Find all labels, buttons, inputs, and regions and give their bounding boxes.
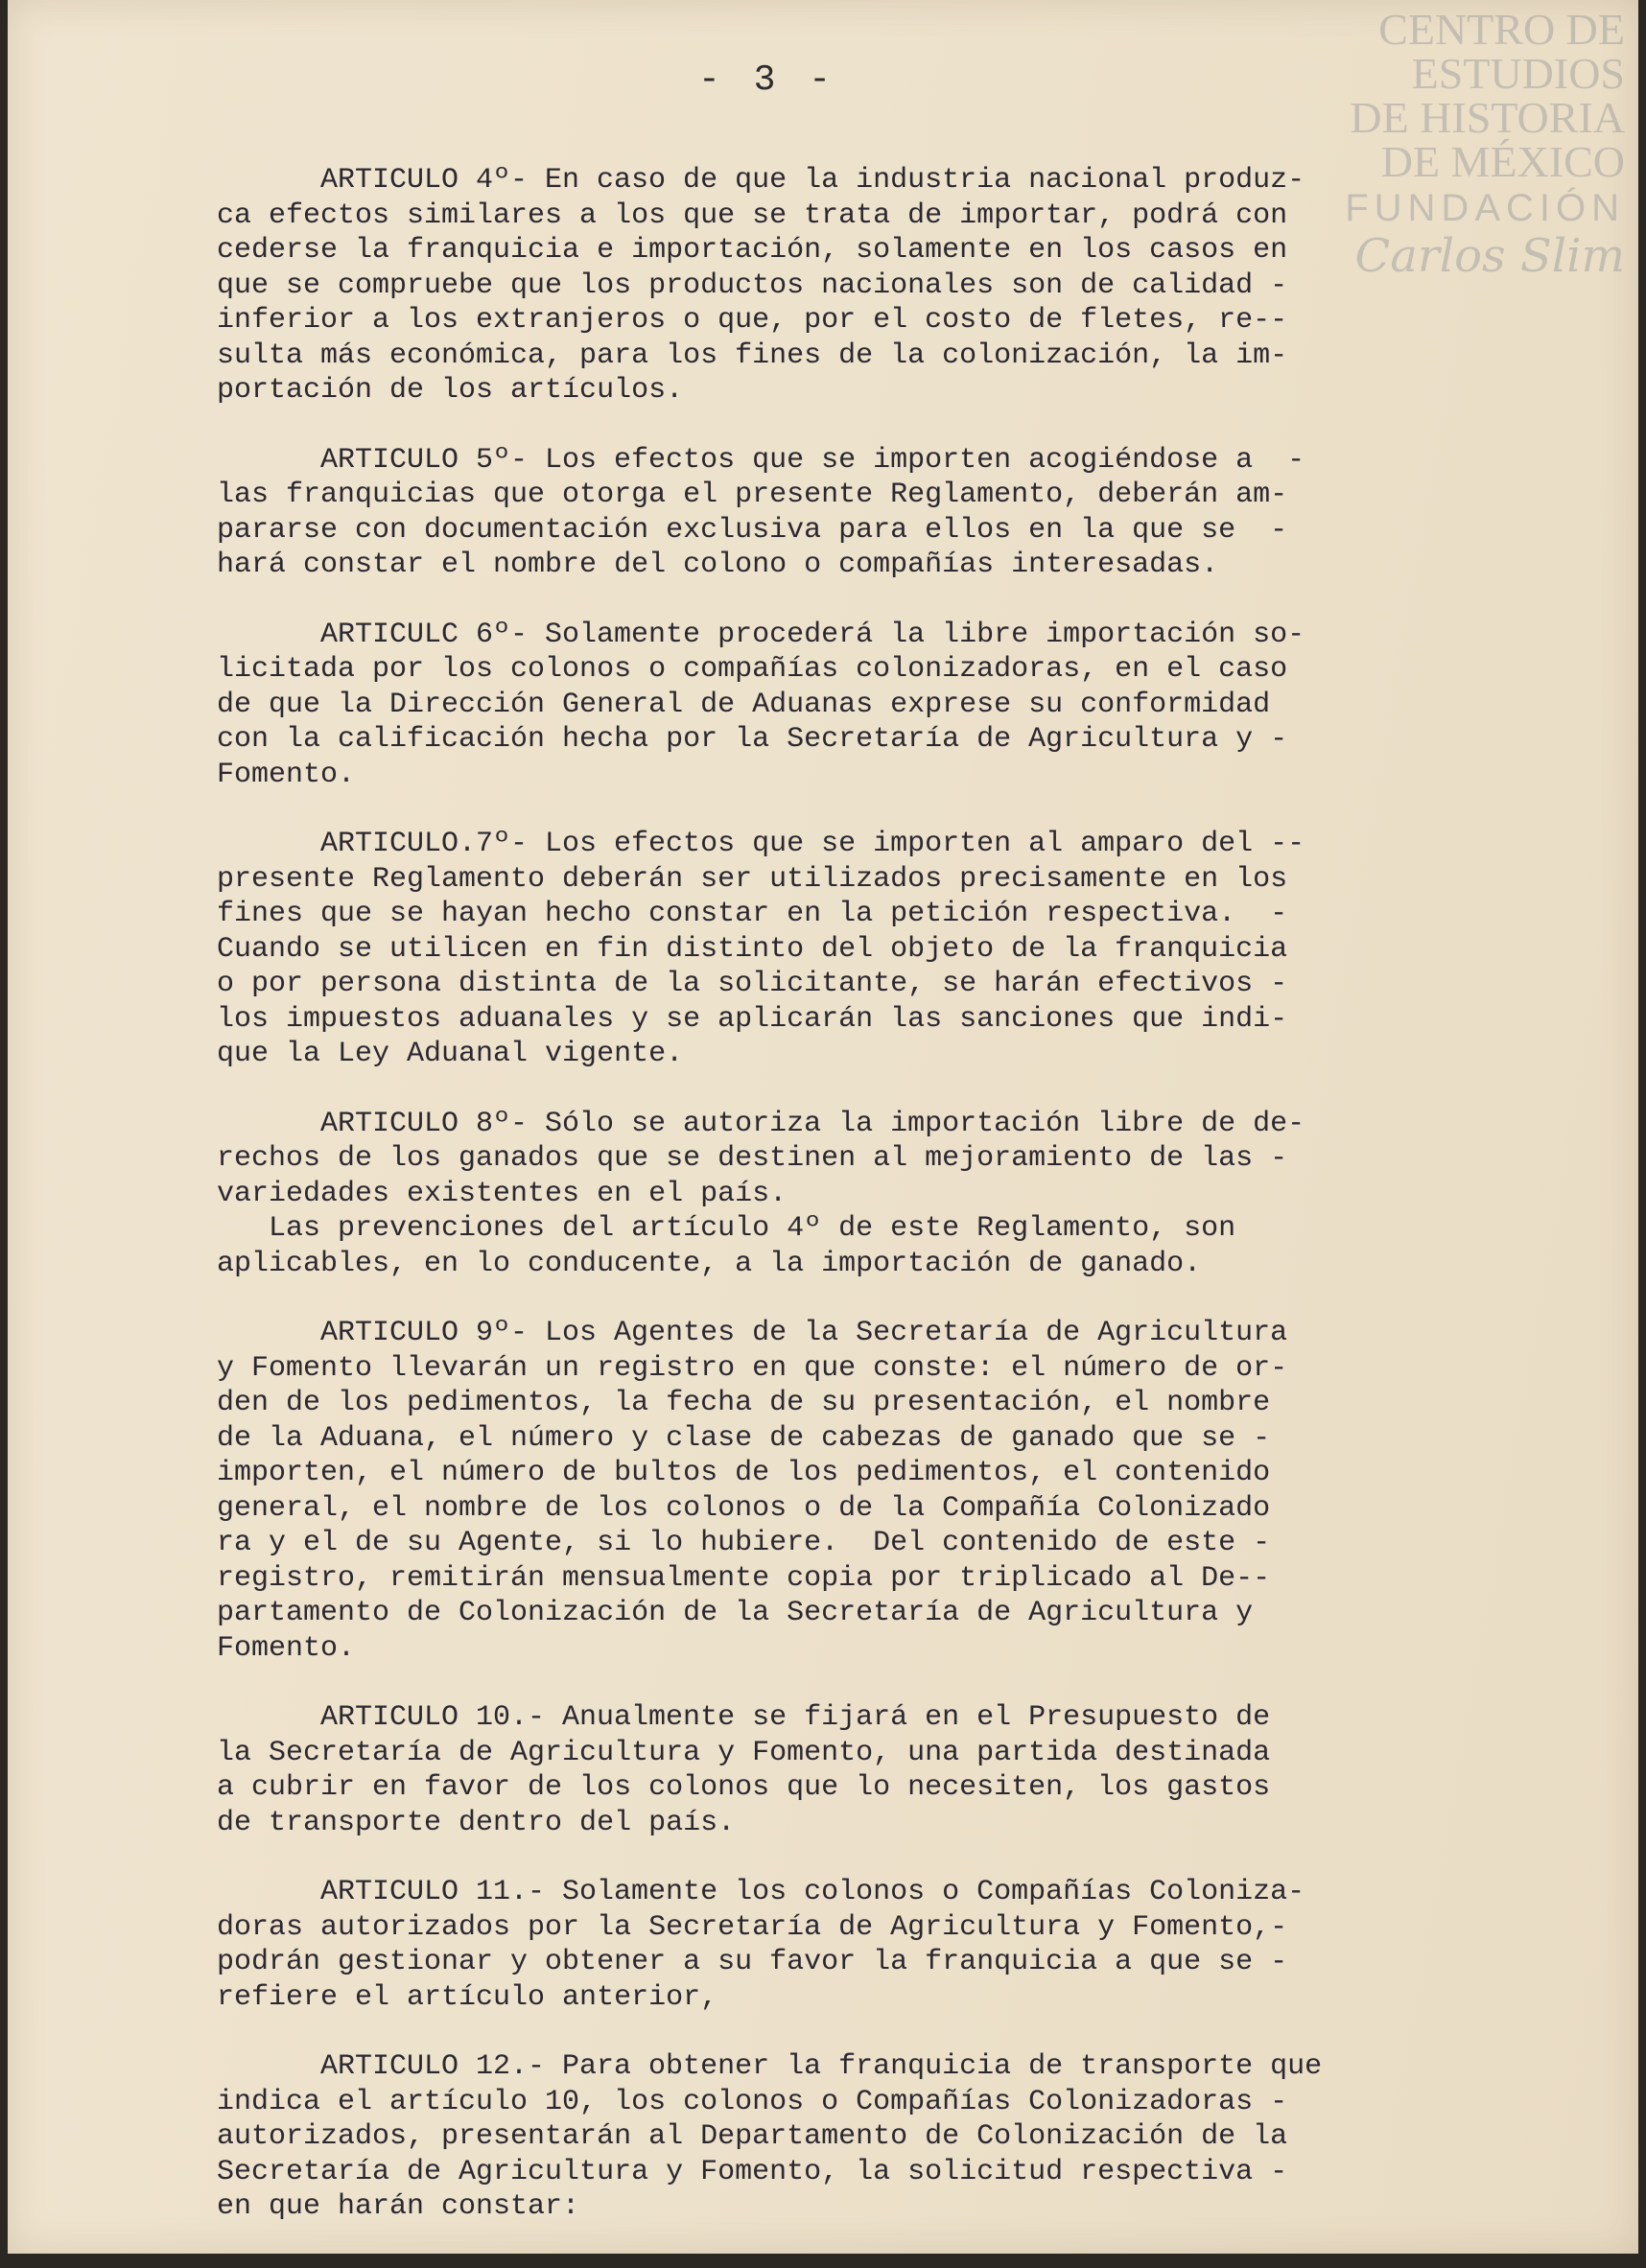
text-line: licitada por los colonos o compañías colonizadoras, en el caso xyxy=(217,653,1288,686)
text-line: den de los pedimentos, la fecha de su presentación, el nombre xyxy=(217,1387,1271,1419)
text-line: doras autorizados por la Secretaría de Agricultura y Fomento,- xyxy=(217,1910,1288,1944)
text-line: sulta más económica, para los fines de la colonización, la im- xyxy=(217,339,1288,372)
text-line: ARTICULO 8º- Sólo se autoriza la importación libre de de- xyxy=(320,1107,1305,1140)
text-line: ARTICULO 12.- Para obtener la franquicia de transporte que xyxy=(320,2050,1323,2083)
article-paragraph xyxy=(217,2049,1540,2225)
text-line: en que harán constar: xyxy=(217,2190,580,2223)
article-paragraph xyxy=(217,1107,1540,1282)
text-line: ARTICULO 10.- Anualmente se fijará en el Presupuesto de xyxy=(320,1701,1271,1734)
text-line: partamento de Colonización de la Secretaría de Agricultura y xyxy=(217,1597,1254,1629)
text-line: aplicables, en lo conducente, a la importación de ganado. xyxy=(217,1247,1202,1280)
text-line: los impuestos aduanales y se aplicarán las sanciones que indi- xyxy=(217,1002,1288,1036)
text-line: cederse la franquicia e importación, solamente en los casos en xyxy=(217,234,1288,267)
text-line: portación de los artículos. xyxy=(217,374,684,407)
text-line: indica el artículo 10, los colonos o Compañías Colonizadoras - xyxy=(217,2085,1288,2118)
text-line: ARTICULO 11.- Solamente los colonos o Compañías Coloniza- xyxy=(320,1876,1305,1908)
text-line: rechos de los ganados que se destinen al mejoramiento de las - xyxy=(217,1142,1288,1175)
text-line: con la calificación hecha por la Secretaría de Agricultura y - xyxy=(217,723,1288,756)
text-line: fines que se hayan hecho constar en la petición respectiva. - xyxy=(217,898,1288,930)
text-line: ARTICULO 4º- En caso de que la industria nacional produz- xyxy=(320,164,1305,197)
article-paragraph xyxy=(217,163,1540,409)
text-line: que la Ley Aduanal vigente. xyxy=(217,1038,684,1070)
text-line: y Fomento llevarán un registro en que conste: el número de or- xyxy=(217,1351,1288,1385)
text-line: ca efectos similares a los que se trata de importar, podrá con xyxy=(217,199,1288,232)
text-line: pararse con documentación exclusiva para ellos en la que se - xyxy=(217,513,1288,547)
text-line: podrán gestionar y obtener a su favor la franquicia a que se - xyxy=(217,1946,1288,1978)
text-line: importen, el número de bultos de los pedimentos, el contenido xyxy=(217,1457,1271,1489)
text-line: ARTICULO.7º- Los efectos que se importen al amparo del -- xyxy=(320,828,1305,860)
text-line: Cuando se utilicen en fin distinto del objeto de la franquicia xyxy=(217,932,1288,966)
watermark-line: DE HISTORIA xyxy=(1350,93,1625,142)
text-line: la Secretaría de Agricultura y Fomento, una partida destinada xyxy=(217,1736,1271,1769)
watermark-foundation: FUNDACIÓN xyxy=(1345,187,1625,229)
article-paragraph xyxy=(217,443,1540,583)
paper-sheet xyxy=(8,0,1638,2254)
text-line: Fomento. xyxy=(217,1631,356,1665)
text-line: ARTICULO 5º- Los efectos que se importen acogiéndose a - xyxy=(320,443,1305,477)
page-number: - 3 - xyxy=(698,59,837,101)
article-paragraph xyxy=(217,1316,1540,1666)
article-paragraph xyxy=(217,618,1540,793)
watermark-signature: Carlos Slim xyxy=(1354,229,1625,283)
text-line: que se compruebe que los productos nacionales son de calidad - xyxy=(217,269,1288,302)
watermark-line: DE MÉXICO xyxy=(1380,137,1625,186)
text-line: de que la Dirección General de Aduanas exprese su conformidad xyxy=(217,688,1271,721)
text-line: de la Aduana, el número y clase de cabezas de ganado que se - xyxy=(217,1421,1271,1455)
text-line: ra y el de su Agente, si lo hubiere. Del contenido de este - xyxy=(217,1527,1271,1559)
text-line: Fomento. xyxy=(217,758,356,791)
article-paragraph xyxy=(217,827,1540,1072)
text-line: o por persona distinta de la solicitante, se harán efectivos - xyxy=(217,968,1288,1000)
text-line: ARTICULC 6º- Solamente procederá la libre importación so- xyxy=(320,618,1305,651)
text-line: a cubrir en favor de los colonos que lo necesiten, los gastos xyxy=(217,1771,1271,1804)
document-body xyxy=(217,163,1540,2259)
text-line: general, el nombre de los colonos o de la Compañía Colonizado xyxy=(217,1491,1271,1525)
article-paragraph xyxy=(217,1700,1540,1840)
text-line: Secretaría de Agricultura y Fomento, la solicitud respectiva - xyxy=(217,2155,1288,2188)
text-line: variedades existentes en el país. xyxy=(217,1177,788,1210)
text-line: de transporte dentro del país. xyxy=(217,1806,736,1839)
text-line: refiere el artículo anterior, xyxy=(217,1980,718,2014)
text-line: autorizados, presentarán al Departamento de Colonización de la xyxy=(217,2120,1288,2153)
text-line: las franquicias que otorga el presente Reglamento, deberán am- xyxy=(217,479,1288,511)
watermark-line: ESTUDIOS xyxy=(1411,49,1625,98)
text-line: registro, remitirán mensualmente copia por triplicado al De-- xyxy=(217,1561,1271,1595)
text-line: inferior a los extranjeros o que, por el costo de fletes, re-- xyxy=(217,304,1288,337)
watermark-line: CENTRO DE xyxy=(1378,5,1625,54)
text-line: hará constar el nombre del colono o compañías interesadas. xyxy=(217,549,1219,581)
text-line: Las prevenciones del artículo 4º de este Reglamento, son xyxy=(217,1212,1236,1245)
text-line: presente Reglamento deberán ser utilizados precisamente en los xyxy=(217,862,1288,896)
text-line: ARTICULO 9º- Los Agentes de la Secretaría de Agricultura xyxy=(320,1317,1288,1349)
article-paragraph xyxy=(217,1875,1540,2015)
